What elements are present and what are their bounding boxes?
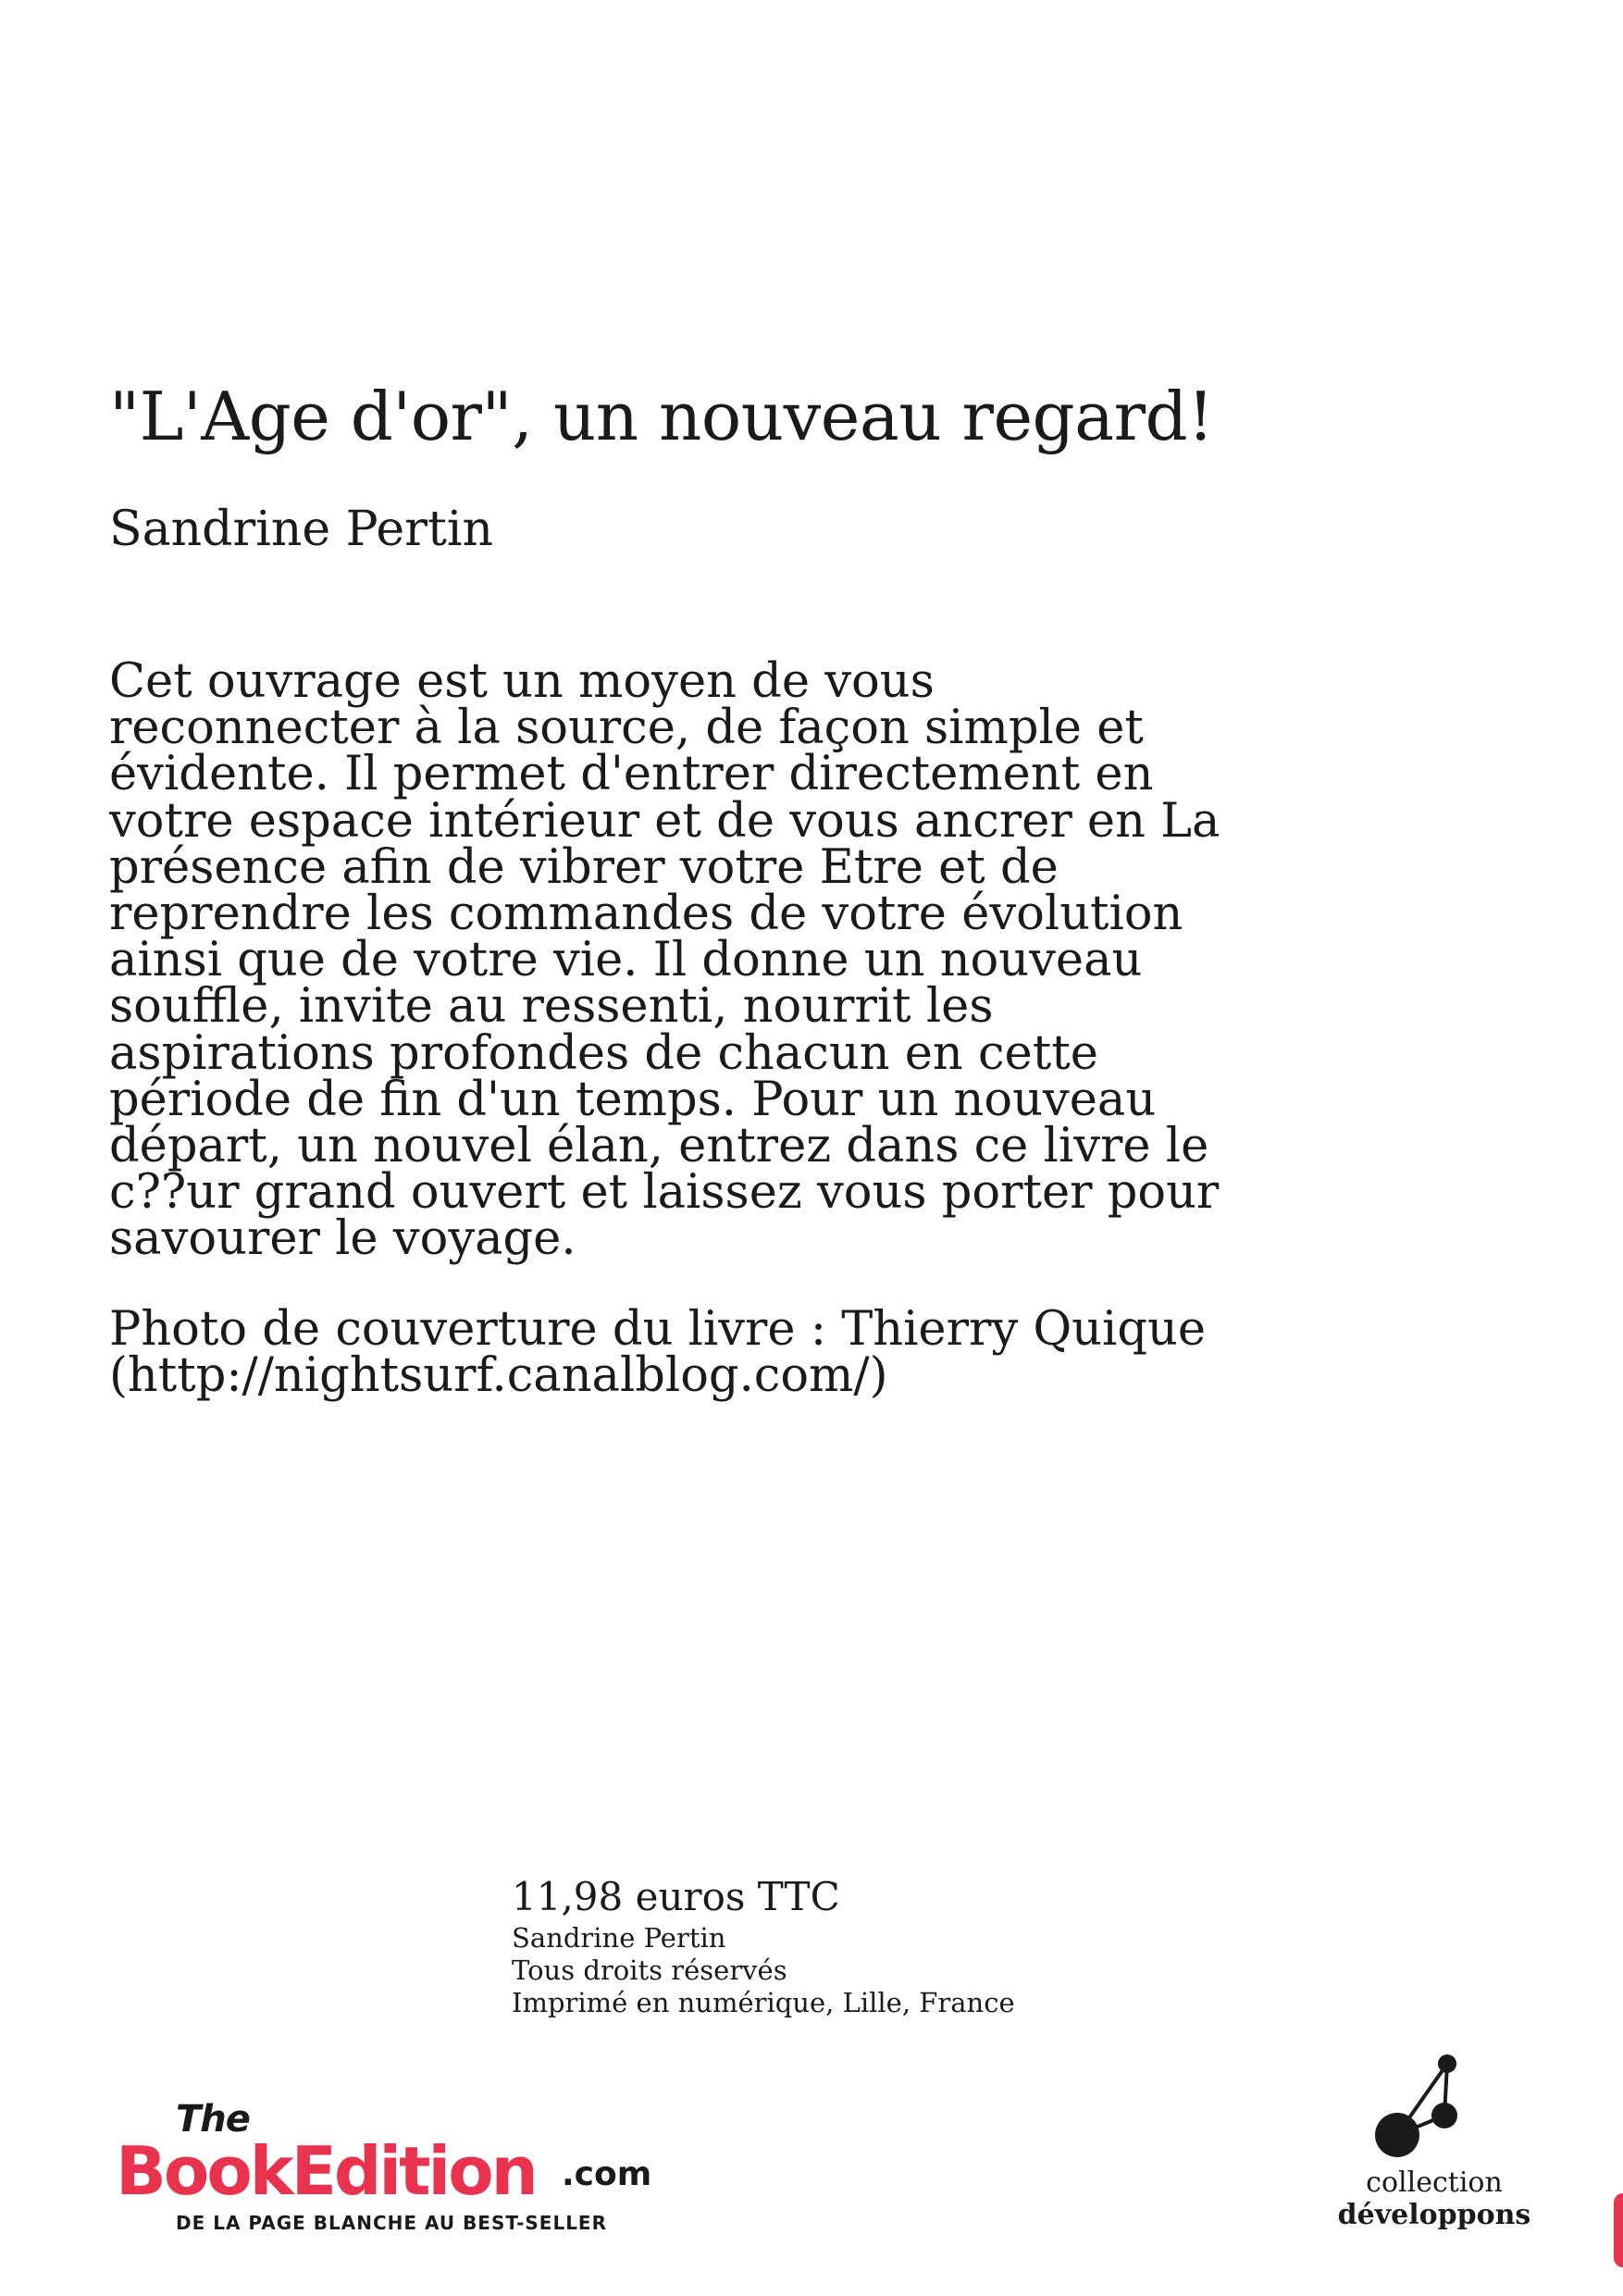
molecule-icon [1368,2045,1488,2166]
book-title: "L'Age d'or", un nouveau regard! [109,378,1214,455]
collection-name: développons [1337,2199,1531,2231]
synopsis-line: reconnecter à la source, de façon simple et [109,701,1144,756]
bookedition-logo [116,2099,652,2238]
book-author: Sandrine Pertin [109,502,493,557]
synopsis-line: Cet ouvrage est un moyen de vous [109,654,935,709]
collection-label: collection [1366,2166,1503,2199]
synopsis-line: présence afin de vibrer votre Etre et de [109,839,1059,895]
bookedition-logo-the: The [176,2098,250,2141]
synopsis-line: ainsi que de votre vie. Il donne un nouveau [109,933,1143,988]
synopsis-line: votre espace intérieur et de vous ancrer en La [109,793,1220,849]
photo-credit [109,1302,1312,1403]
synopsis-line: aspirations profondes de chacun en cette [109,1025,1098,1081]
synopsis-line: souffle, invite au ressenti, nourrit les [109,979,994,1035]
imprint-rights: Tous droits réservés [512,1955,787,1986]
synopsis-line: savourer le voyage. [109,1211,576,1267]
photo-credit-line: Photo de couverture du livre : Thierry Quique [109,1302,1207,1357]
edge-mark [1614,2193,1623,2267]
synopsis-line: départ, un nouvel élan, entrez dans ce livre le [109,1119,1209,1174]
photo-credit-url: (http://nightsurf.canalblog.com/) [109,1348,888,1403]
synopsis-line: période de fin d'un temps. Pour un nouveau [109,1072,1157,1127]
bookedition-tagline: DE LA PAGE BLANCHE AU BEST-SELLER [176,2212,607,2234]
imprint-printed: Imprimé en numérique, Lille, France [512,1987,1015,2018]
imprint-block [512,1922,1015,2019]
synopsis-line: reprendre les commandes de votre évolution [109,887,1183,942]
price: 11,98 euros TTC [512,1874,840,1919]
synopsis-line: évidente. Il permet d'entrer directement en [109,747,1154,802]
imprint-author: Sandrine Pertin [512,1922,726,1954]
book-synopsis [109,654,1257,1267]
bookedition-logo-domain: .com [562,2155,652,2193]
bookedition-logo-name: BookEdition [116,2132,536,2210]
synopsis-line: c??ur grand ouvert et laissez vous porter pour [109,1165,1220,1221]
